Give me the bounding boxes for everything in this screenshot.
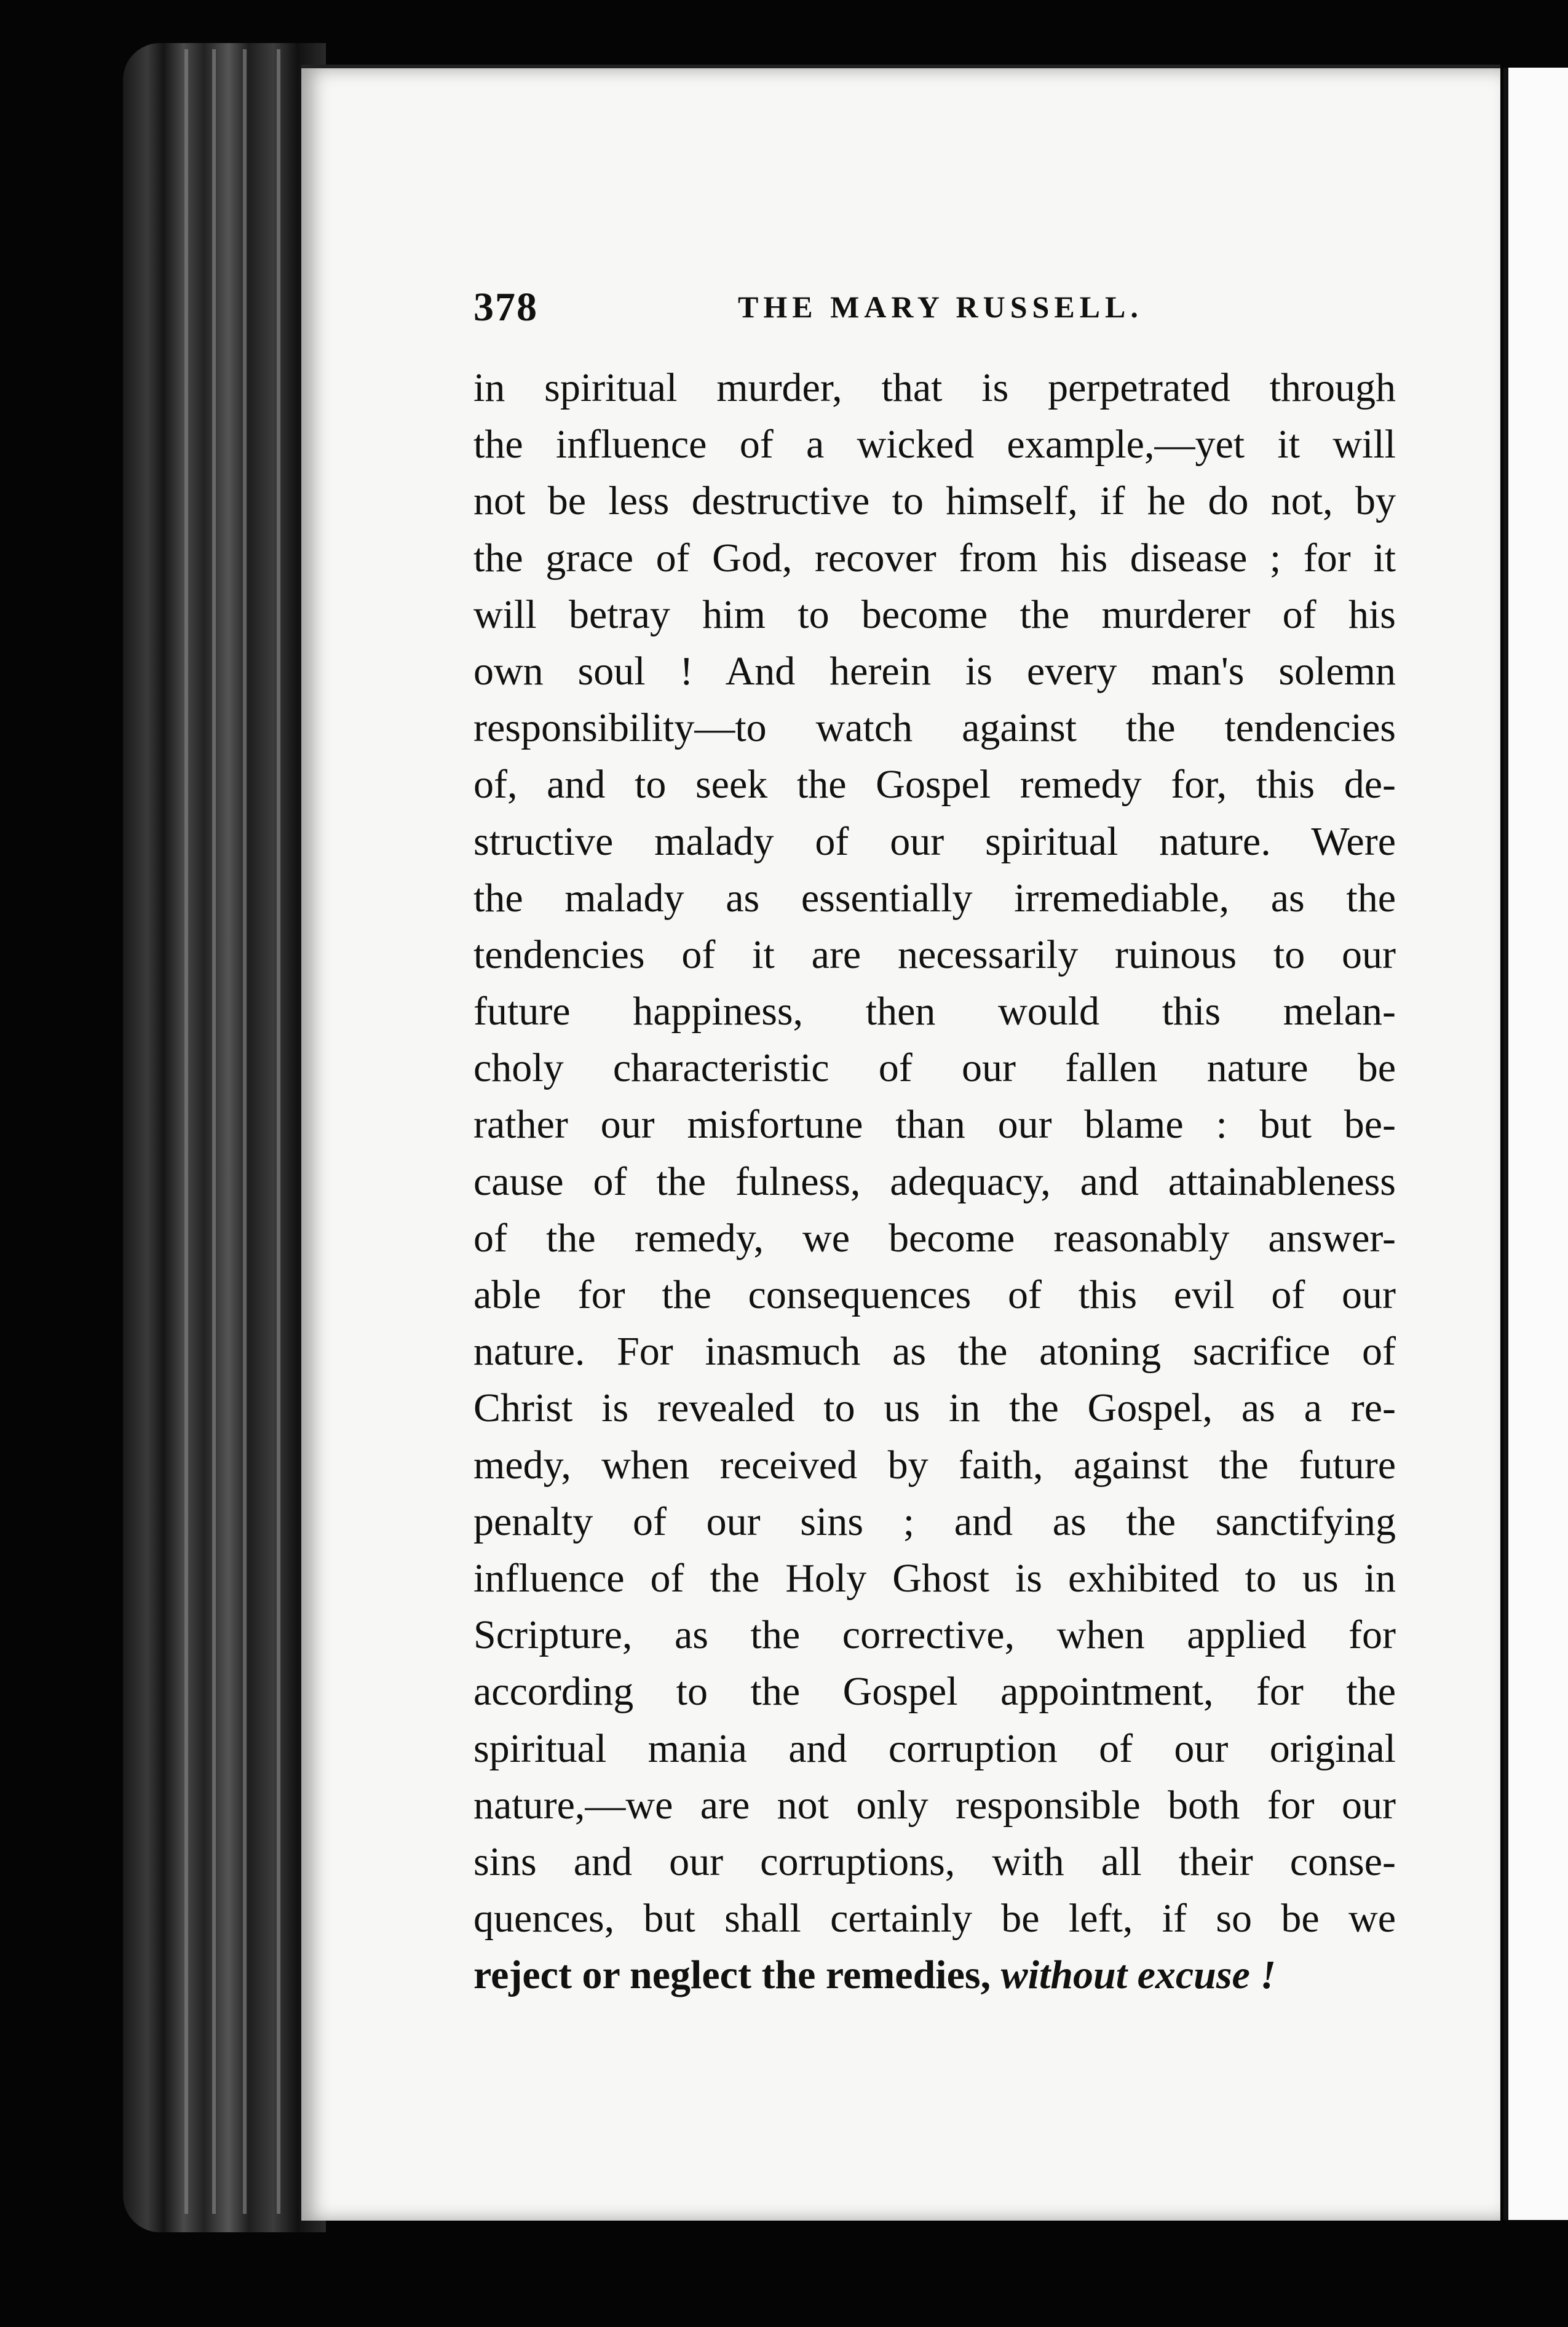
text-line: the grace of God, recover from his disease ; for it xyxy=(473,535,1396,581)
text-line: according to the Gospel appointment, for the xyxy=(473,1669,1396,1715)
text-line: rather our misfortune than our blame : but be- xyxy=(473,1102,1396,1148)
text-line: Scripture, as the corrective, when applied for xyxy=(473,1612,1396,1658)
text-line-final xyxy=(473,1947,1396,2004)
page-edge-line xyxy=(277,49,280,2214)
page-edge-line xyxy=(212,49,216,2214)
italic-emphasis: without excuse ! xyxy=(1000,1952,1277,1998)
text-line: sins and our corruptions, with all their conse- xyxy=(473,1839,1396,1884)
text-line: future happiness, then would this melan- xyxy=(473,989,1396,1034)
text-line: in spiritual murder, that is perpetrated through xyxy=(473,365,1396,410)
text-line: cause of the fulness, adequacy, and attainableness xyxy=(473,1159,1396,1204)
text-line: responsibility—to watch against the tendencies xyxy=(473,705,1396,751)
facing-page-edge xyxy=(1503,68,1568,2220)
text-line: not be less destructive to himself, if he do not, by xyxy=(473,478,1396,524)
text-line: tendencies of it are necessarily ruinous to our xyxy=(473,932,1396,977)
text-line: spiritual mania and corruption of our original xyxy=(473,1726,1396,1771)
body-text xyxy=(473,360,1396,2004)
page-header xyxy=(473,284,1377,333)
text-line: quences, but shall certainly be left, if so be we xyxy=(473,1896,1396,1941)
book-edge xyxy=(123,43,326,2232)
final-line-text: reject or neglect the remedies, xyxy=(473,1952,1001,1998)
text-line: medy, when received by faith, against the future xyxy=(473,1442,1396,1488)
page-number: 378 xyxy=(473,285,538,330)
text-line: nature. For inasmuch as the atoning sacrifice of xyxy=(473,1329,1396,1374)
text-line: influence of the Holy Ghost is exhibited to us in xyxy=(473,1555,1396,1601)
text-line: Christ is revealed to us in the Gospel, as a re- xyxy=(473,1385,1396,1431)
text-line: nature,—we are not only responsible both for our xyxy=(473,1782,1396,1828)
text-line: the influence of a wicked example,—yet it will xyxy=(473,422,1396,467)
text-line: the malady as essentially irremediable, as the xyxy=(473,875,1396,921)
text-line: penalty of our sins ; and as the sanctifying xyxy=(473,1499,1396,1544)
text-line: choly characteristic of our fallen nature be xyxy=(473,1045,1396,1091)
text-line: of the remedy, we become reasonably answer- xyxy=(473,1215,1396,1261)
text-line: structive malady of our spiritual nature. Were xyxy=(473,819,1396,864)
page-edge-line xyxy=(243,49,247,2214)
text-line: able for the consequences of this evil of our xyxy=(473,1272,1396,1317)
running-title: THE MARY RUSSELL. xyxy=(738,290,1143,324)
text-line: own soul ! And herein is every man's solemn xyxy=(473,648,1396,694)
text-line: of, and to seek the Gospel remedy for, this de- xyxy=(473,762,1396,807)
page-edge-line xyxy=(184,49,188,2214)
text-line: will betray him to become the murderer of his xyxy=(473,592,1396,637)
